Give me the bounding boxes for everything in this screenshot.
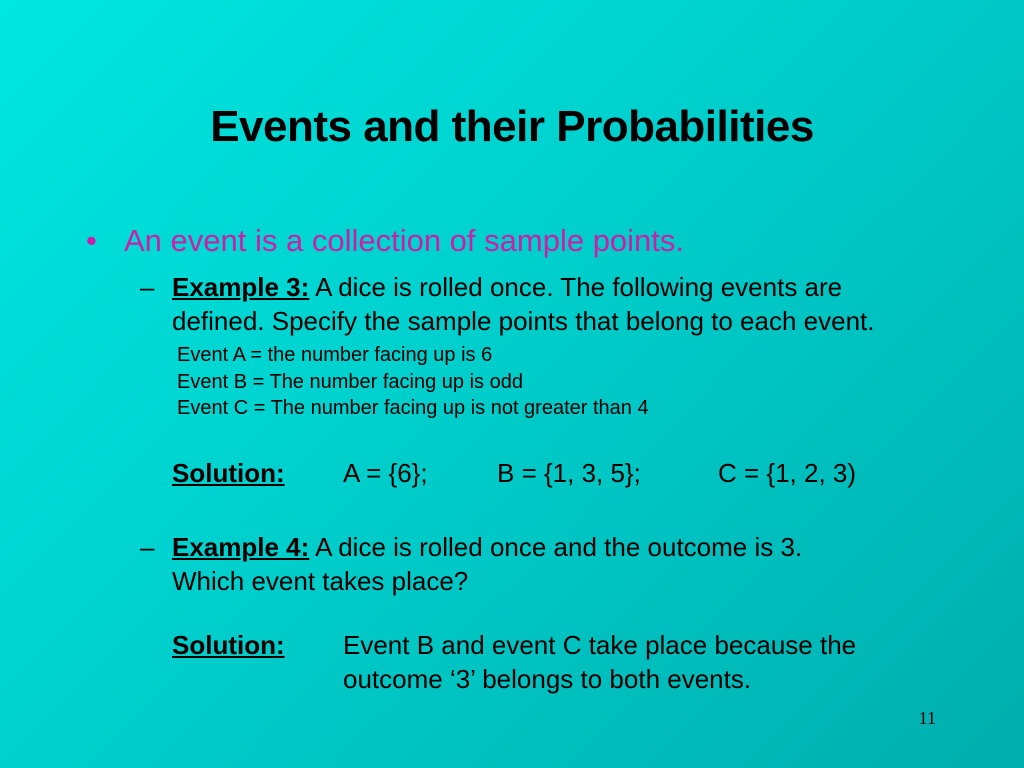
solution-3-c: C = {1, 2, 3) [718, 458, 857, 488]
solution-3-b: B = {1, 3, 5}; [497, 458, 641, 488]
example-4-line-1 [172, 530, 802, 564]
example-4-text-1: A dice is rolled once and the outcome is 3. [309, 532, 803, 562]
example-3-line-2: defined. Specify the sample points that belong to each event. [172, 306, 875, 336]
example-3-label: Example 3: [172, 272, 310, 302]
example-3-text-1: A dice is rolled once. The following events are [309, 272, 843, 302]
example-4-line-2: Which event takes place? [172, 566, 469, 596]
solution-3-label: Solution: [172, 458, 285, 488]
event-b: Event B = The number facing up is odd [177, 370, 523, 393]
event-a: Event A = the number facing up is 6 [177, 344, 493, 366]
example-3-line-1 [172, 270, 842, 304]
event-list [177, 342, 649, 422]
dash-icon: – [140, 532, 155, 562]
bullet-text: An event is a collection of sample points. [124, 223, 685, 258]
event-c: Event C = The number facing up is not greater than 4 [177, 397, 649, 419]
solution-4-line-1: Event B and event C take place because the [343, 630, 857, 660]
slide-title: Events and their Probabilities [210, 102, 814, 151]
bullet-item [86, 222, 684, 259]
dash-icon: – [140, 272, 155, 302]
bullet-icon: • [86, 223, 97, 258]
solution-4-label: Solution: [172, 630, 285, 660]
page-number: 11 [918, 708, 936, 728]
example-4-label: Example 4: [172, 532, 310, 562]
solution-3-a: A = {6}; [343, 458, 428, 488]
solution-4-line-2: outcome ‘3’ belongs to both events. [343, 664, 752, 694]
